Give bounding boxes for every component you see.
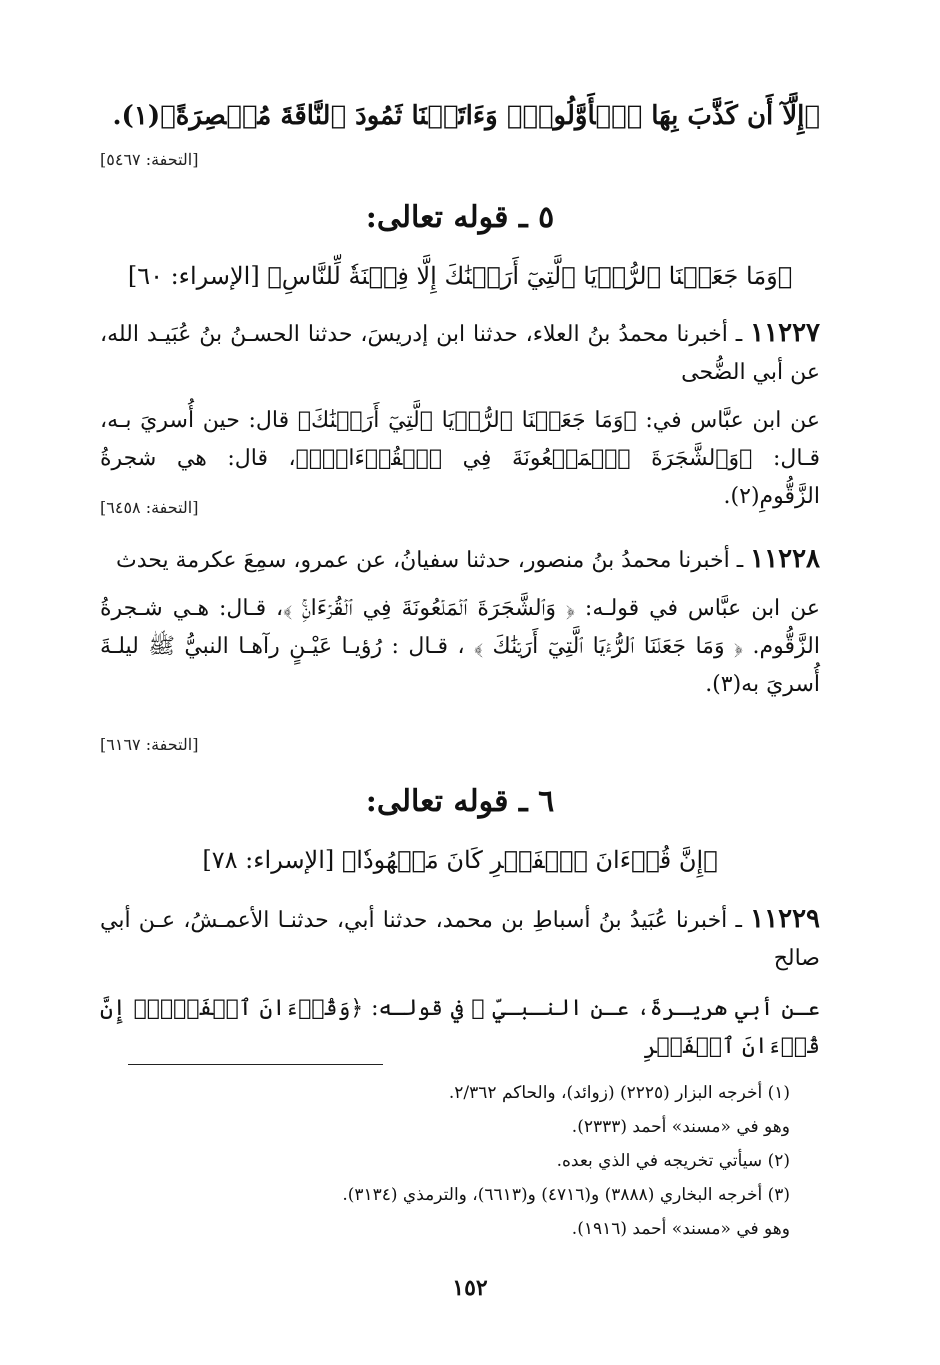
- ayah-citation: ﴿وَمَا جَعَلۡنَا ٱلرُّءۡيَا ٱلَّتِيٓ أَرَيۡنَٰكَ إِلَّا فِتۡنَةٗ لِّلنَّاسِ﴾ [الإسراء: ٦٠]: [127, 262, 793, 290]
- hadith-isnad: ـ أخبرنا محمدُ بنُ العلاء، حدثنا ابن إدريسَ، حدثنا الحسـنُ بنُ عُبَيـد الله، عن أبي الضُّحى: [100, 322, 820, 385]
- footnote: وهو في «مسند» أحمد (٢٣٣٣).: [571, 1117, 790, 1137]
- hadith-11229: [100, 900, 820, 978]
- hadith-number: ١١٢٢٩: [750, 904, 820, 934]
- quran-verse: ﴿إِلَّآ أَن كَذَّبَ بِهَا ٱلۡأَوَّلُونَۚ وَءَاتَيۡنَا ثَمُودَ ٱلنَّاقَةَ مُبۡصِرَةً﴾(١).: [112, 101, 820, 131]
- tuhfa-reference: [التحفة: ٦١٦٧]: [100, 735, 199, 754]
- footnote: وهو في «مسند» أحمد (١٩١٦).: [571, 1219, 790, 1239]
- hadith-number: ١١٢٢٨: [750, 544, 820, 574]
- tuhfa-reference: [التحفة: ٦٤٥٨]: [100, 498, 199, 517]
- hadith-isnad: ـ أخبرنا محمدُ بنُ منصور، حدثنا سفيانُ، عن عمرو، سمِعَ عكرمة يحدث: [115, 548, 751, 573]
- hadith-number: ١١٢٢٧: [750, 318, 820, 348]
- footnote: (٣) أخرجه البخاري (٣٨٨٨) و(٤٧١٦) و(٦٦١٣)، والترمذي (٣١٣٤).: [342, 1185, 790, 1205]
- section-heading: ٥ ـ قوله تعالى:: [365, 200, 555, 235]
- footnote-divider: [128, 1064, 383, 1065]
- hadith-matn: عن ابن عبَّاس في قولـه: ﴿ وَٱلشَّجَرَةَ ٱلۡمَلۡعُونَةَ فِي ٱلۡقُرۡءَانِۚ ﴾، قـال: هـي شـجرةُ الزَّقُّوم. ﴿ وَمَا جَعَلۡنَا ٱلرُّءۡيَا ٱلَّتِيٓ أَرَيۡنَٰكَ ﴾ ، قـال : رُؤيـا عَيْـنٍ رآهـا النبيُّ ﷺ ليلـةَ أُسريَ به(٣).: [100, 596, 820, 697]
- hadith-matn: عـن أبي هريـرةَ، عـن النـبـيِّ ﷺ في قولـه: ﴿وَقُرۡءَانَ ٱلۡفَجۡرِۖ إِنَّ قُرۡءَانَ ٱلۡفَجۡرِ: [100, 996, 820, 1059]
- section-heading: ٦ ـ قوله تعالى:: [365, 784, 555, 819]
- hadith-11227: [100, 314, 820, 392]
- hadith-isnad: ـ أخبرنا عُبَيدُ بنُ أسباطِ بن محمد، حدثنا أبي، حدثنـا الأعمـشُ، عـن أبي صالح: [100, 908, 820, 971]
- footnote: (٢) سيأتي تخريجه في الذي بعده.: [556, 1151, 790, 1171]
- footnote: (١) أخرجه البزار (٢٢٢٥) (زوائد)، والحاكم ٢/٣٦٢.: [448, 1083, 790, 1103]
- footnotes: [100, 1076, 790, 1246]
- page-number: ١٥٢: [452, 1275, 488, 1301]
- hadith-matn: عن ابن عبَّاس في: ﴿وَمَا جَعَلۡنَا ٱلرُّءۡيَا ٱلَّتِيٓ أَرَيۡنَٰكَ﴾ قال: حين أُسريَ بـه، قـال: ﴿وَٱلشَّجَرَةَ ٱلۡمَلۡعُونَةَ فِي ٱلۡقُرۡءَانِۚ﴾، قال: هي شجرةُ الزَّقُّومِ(٢).: [100, 408, 820, 509]
- tuhfa-reference: [التحفة: ٥٤٦٧]: [100, 150, 199, 169]
- hadith-11228: [100, 540, 820, 580]
- ayah-citation: ﴿إِنَّ قُرۡءَانَ ٱلۡفَجۡرِ كَانَ مَشۡهُودٗا﴾ [الإسراء: ٧٨]: [202, 846, 718, 874]
